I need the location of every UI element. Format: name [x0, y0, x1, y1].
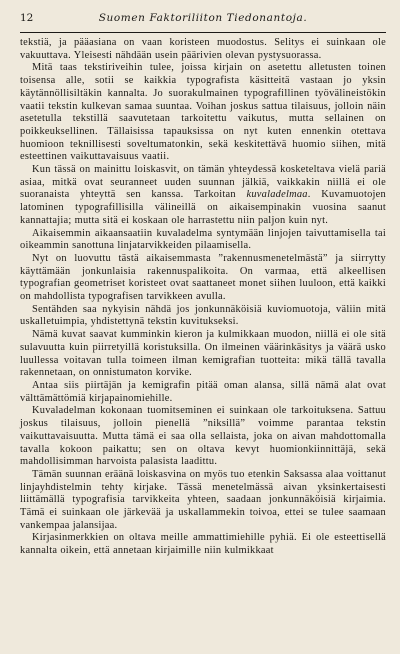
paragraph: Tämän suunnan eräänä loiskasvina on myös tuo etenkin Saksassa alaa voittanut linjayhdistelmin tehty kirjake. Tässä menetelmässä aivan yksinkertaisesti liittämällä typografisia tarvikkeita yhteen, saadaan jonkunnäköisiä kirjaimia. Tämä ei suinkaan ole järkevää ja uskallammekin toivoa, ettei se tulee saamaan vankempaa jalansijaa.	[20, 468, 386, 531]
running-header	[20, 10, 386, 26]
paragraph: tekstiä, ja pääasiana on vaan koristeen muodostus. Selitys ei suinkaan ole vakuuttava. Yleisesti nähdään usein päärivien olevan pystysuorassa.	[20, 37, 386, 61]
header-rule	[20, 32, 386, 33]
paragraph: Aikaisemmin aikaansaatiin kuvaladelma syntymään linjojen taivuttamisella tai oikeammin sanottuna linjatarvikkeiden pilaamisella.	[20, 227, 386, 252]
page-number: 12	[20, 12, 34, 24]
paragraph: Nyt on luovuttu tästä aikaisemmasta ”rakennusmenetelmästä” ja siirrytty käyttämään jonkunlaisia rakennuspalikoita. On varmaa, että alkeellisen typografian geometriset koristeet ovat saattaneet monet siihen luuloon, että kaikki on mahdollista typografisen tarvikkeen avulla.	[20, 252, 386, 303]
paragraph: Mitä taas tekstiriveihin tulee, joissa kirjain on asetettu alletusten toinen toisensa alle, sotii se kaikkia typografista käsitteitä vastaan jo yksin käytännöllisiltäkin kannalta. Jo suorakulmainen typografillinen työvälineistökin vaatii tekstin kulkevan samaa suuntaa. Voihan joskus sattua tilaisuus, jolloin näin asetetulla tekstillä saavutetaan tarkoitettu vaikutus, mutta sellainen on poikkeuksellinen. Tällaisissa tapauksissa on nyt kuten ennenkin otettava huomioon teknillisesti soveltumatonkin, sekä keskitettävä huomio siihen, mitä esteettinen vaikuttavaisuus vaatii.	[20, 62, 386, 163]
emphasized-term: kuvaladelmaa	[246, 189, 308, 201]
paragraph: Kun tässä on mainittu loiskasvit, on tämän yhteydessä kosketeltava vielä pariä asiaa, mitkä ovat seuranneet uuden suunnan jälkiä, vaikkakin niillä ei ole suoranaista yhteyttä sen kanssa. Tarkoitan kuvaladelmaa. Kuvamuotojen latominen typografillisilla välineillä on aikaisempinakin vuosina saanut kannattajia; mutta sitä ei koskaan ole harrastettu niin paljon kuin nyt.	[20, 164, 386, 226]
paragraph: Nämä kuvat saavat kumminkin kieron ja kulmikkaan muodon, niillä ei ole sitä sulavuutta kuin piirretyillä koristuksilla. On ilmeinen väärinkäsitys ja väärä usko luullessa voitavan tulla toimeen ilman kemigrafian tuotteita: mikä tällä tavalla rakennetaan, on onnistumaton korvike.	[20, 329, 386, 379]
journal-title: Suomen Faktoriliiton Tiedonantoja.	[98, 12, 308, 24]
article-body	[20, 37, 386, 558]
paragraph: Antaa siis piirtäjän ja kemigrafin pitää oman alansa, sillä nämä alat ovat välttämättömiä kirjapainomiehille.	[20, 379, 386, 404]
paragraph: Kuvaladelman kokonaan tuomitseminen ei suinkaan ole tarkoituksena. Sattuu joskus tilaisuus, jolloin pienellä ”niksillä” voimme parantaa tekstin vaikuttavaisuutta. Mutta tämä ei saa olla sellaista, joka on aivan mahdottomalla tavalla kokoon paikattu; sen on oltava kevyt huomionkiinnittäjä, sekä mahdollisimman harvoista palasista laadittu.	[20, 405, 386, 468]
paragraph: Kirjasinmerkkien on oltava meille ammattimiehille pyhiä. Ei ole esteettisellä kannalta oikein, että annetaan kirjaimille niin kulmikkaat	[20, 532, 386, 557]
paragraph: Sentähden saa nykyisin nähdä jos jonkunnäköisiä kuviomuotoja, väliin mitä uskalletuimpia, yhdistettynä tekstin kuvitukseksi.	[20, 303, 386, 328]
